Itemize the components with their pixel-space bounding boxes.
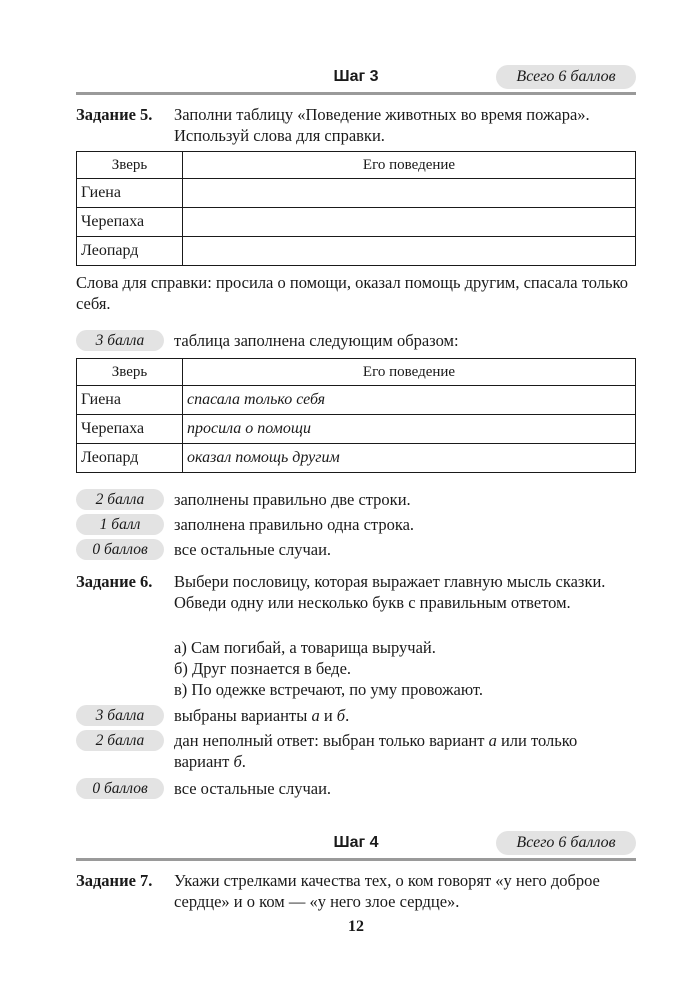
task5-hint: Слова для справки: просила о помощи, оказал помощь другим, спасала только себя. <box>76 273 628 313</box>
variant-a: а <box>488 731 497 750</box>
answer-animal-cell: Черепаха <box>77 415 183 444</box>
table-row <box>77 179 636 208</box>
answer-behavior-cell: спасала только себя <box>183 386 636 415</box>
step3-total-badge: Всего 6 баллов <box>496 65 636 89</box>
points-badge: 2 балла <box>76 730 164 751</box>
step3-header <box>76 62 636 102</box>
task6-text: Выбери пословицу, которая выражает главную мысль сказки. Обведи одну или несколько букв с правильным ответом. <box>174 572 606 612</box>
scoring-text-part: дан неполный ответ: выбран только вариант <box>174 731 489 750</box>
task7-text: Укажи стрелками качества тех, о ком говорят «у него доброе сердце» и о ком — «у него злое сердце». <box>174 871 600 911</box>
scoring-text <box>174 705 636 726</box>
points-badge: 3 балла <box>76 330 164 351</box>
variant-b: б <box>336 706 346 725</box>
task5-header-behavior: Его поведение <box>183 152 636 179</box>
scoring-text-part: или только вариант <box>174 731 578 771</box>
task5-behavior-cell[interactable] <box>183 237 636 266</box>
points-badge: 0 баллов <box>76 778 164 799</box>
table-row <box>77 415 636 444</box>
task5-animal-cell: Леопард <box>77 237 183 266</box>
scoring-text: все остальные случаи. <box>174 779 332 798</box>
scoring-text: заполнена правильно одна строка. <box>174 515 415 534</box>
answer-behavior-cell: оказал помощь другим <box>183 444 636 473</box>
task6-options <box>174 637 636 700</box>
answer-option[interactable]: в) По одежке встречают, по уму провожают. <box>174 680 484 699</box>
step4-divider <box>76 858 636 861</box>
page <box>76 0 636 1000</box>
step3-title: Шаг 3 <box>333 68 379 85</box>
answer-animal-cell: Гиена <box>77 386 183 415</box>
table-row <box>77 444 636 473</box>
task5-animal-cell: Гиена <box>77 179 183 208</box>
task7 <box>76 870 636 914</box>
answer-table <box>76 358 636 473</box>
scoring-text-part: . <box>241 752 246 771</box>
task5-behavior-cell[interactable] <box>183 208 636 237</box>
scoring5-main-text: таблица заполнена следующим образом: <box>174 331 459 350</box>
table-row <box>77 386 636 415</box>
scoring-text-part: выбраны варианты <box>174 706 312 725</box>
points-badge: 0 баллов <box>76 539 164 560</box>
task5-label: Задание 5. <box>76 105 153 124</box>
answer-option[interactable]: б) Друг познается в беде. <box>174 659 352 678</box>
points-badge: 3 балла <box>76 705 164 726</box>
points-badge: 2 балла <box>76 489 164 510</box>
scoring-text: все остальные случаи. <box>174 540 332 559</box>
task5 <box>76 104 636 148</box>
answer-behavior-cell: просила о помощи <box>183 415 636 444</box>
step4-total-badge: Всего 6 баллов <box>496 831 636 855</box>
task6-label: Задание 6. <box>76 572 153 591</box>
task5-behavior-cell[interactable] <box>183 179 636 208</box>
scoring-text: заполнены правильно две строки. <box>174 490 411 509</box>
task5-animal-cell: Черепаха <box>77 208 183 237</box>
answer-animal-cell: Леопард <box>77 444 183 473</box>
step3-divider <box>76 92 636 95</box>
scoring-text <box>174 730 636 772</box>
step4-title: Шаг 4 <box>333 834 379 851</box>
task5-table-header <box>77 152 636 179</box>
task7-label: Задание 7. <box>76 871 153 890</box>
page-number: 12 <box>348 918 364 935</box>
variant-b: б <box>233 752 242 771</box>
scoring-text-part: . <box>345 706 350 725</box>
answer-table-header <box>77 359 636 386</box>
answer-header-animal: Зверь <box>77 359 183 386</box>
answer-option[interactable]: а) Сам погибай, а товарища выручай. <box>174 638 436 657</box>
task5-text: Заполни таблицу «Поведение животных во время пожара». Используй слова для справки. <box>174 105 590 145</box>
table-row <box>77 237 636 266</box>
table-row <box>77 208 636 237</box>
task5-table <box>76 151 636 266</box>
scoring-text-part: и <box>319 706 337 725</box>
task6 <box>76 571 636 637</box>
step4-header <box>76 828 636 868</box>
answer-header-behavior: Его поведение <box>183 359 636 386</box>
task5-header-animal: Зверь <box>77 152 183 179</box>
points-badge: 1 балл <box>76 514 164 535</box>
variant-a: а <box>311 706 320 725</box>
